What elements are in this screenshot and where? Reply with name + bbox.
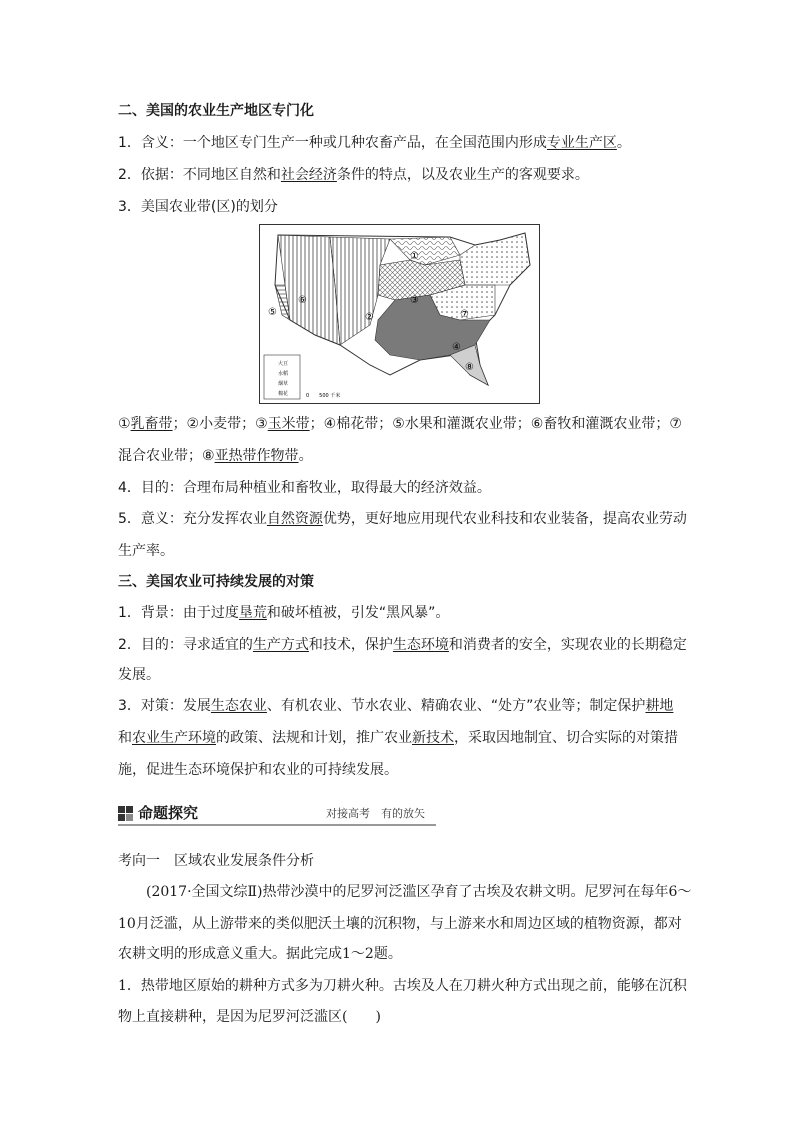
question-1-line-1: 1．热带地区原始的耕种方式多为刀耕火种。古埃及人在刀耕火种方式出现之前，能够在沉积 (118, 978, 687, 994)
map-label-4: ④ (452, 342, 461, 353)
item-purpose: 4．目的：合理布局种植业和畜牧业，取得最大的经济效益。 (118, 480, 491, 496)
item-measures-3: 施，促进生态环境保护和农业的可持续发展。 (118, 762, 398, 778)
map-label-1: ① (410, 251, 419, 262)
us-agriculture-belt-map (259, 224, 540, 404)
legend-tobacco: 烟草 (278, 381, 289, 387)
item-definition: 1．含义：一个地区专门生产一种或几种农畜产品，在全国范围内形成专业生产区。 (118, 135, 631, 151)
legend-soybean: 大豆 (278, 361, 289, 367)
item-significance-cont: 生产率。 (118, 543, 174, 559)
explore-header-bar (118, 804, 436, 826)
section-title-2: 二、美国的农业生产地区专门化 (118, 103, 314, 119)
map-scale: 0 500 千米 (306, 393, 341, 399)
map-label-8: ⑧ (465, 362, 474, 373)
map-label-3: ③ (410, 295, 419, 306)
legend-rice: 水稻 (278, 371, 289, 377)
legend-cotton: 棉花 (278, 391, 289, 397)
item-division: 3．美国农业带(区)的划分 (118, 199, 278, 215)
map-svg (260, 225, 539, 403)
map-label-5: ⑤ (268, 307, 277, 318)
map-label-6: ⑥ (298, 295, 307, 306)
map-label-7: ⑦ (460, 309, 469, 320)
map-label-2: ② (365, 312, 374, 323)
item-background: 1．背景：由于过度垦荒和破坏植被，引发“黑风暴”。 (118, 605, 450, 621)
question-1-line-2: 物上直接耕种，是因为尼罗河泛滥区( ) (118, 1009, 381, 1025)
direction-title: 考向一 区域农业发展条件分析 (118, 853, 314, 869)
item-basis: 2．依据：不同地区自然和社会经济条件的特点，以及农业生产的客观要求。 (118, 167, 589, 183)
passage-line-1: (2017·全国文综Ⅱ)热带沙漠中的尼罗河泛滥区孕育了古埃及农耕文明。尼罗河在每年6～ (146, 884, 692, 900)
belts-line-1: ①乳畜带；②小麦带；③玉米带；④棉花带；⑤水果和灌溉农业带；⑥畜牧和灌溉农业带；⑦ (118, 416, 682, 432)
item-goal-cont: 发展。 (118, 667, 160, 683)
item-goal: 2．目的：寻求适宜的生产方式和技术，保护生态环境和消费者的安全，实现农业的长期稳定 (118, 637, 687, 653)
passage-line-3: 农耕文明的形成意义重大。据此完成1～2题。 (118, 946, 402, 962)
explore-title: 命题探究 (138, 804, 199, 822)
section-title-3: 三、美国农业可持续发展的对策 (118, 574, 314, 590)
belts-line-2: 混合农业带；⑧亚热带作物带。 (118, 448, 313, 464)
explore-tagline: 对接高考 有的放矢 (326, 807, 425, 820)
passage-line-2: 10月泛滥，从上游带来的类似肥沃土壤的沉积物，与上游来水和周边区域的植物资源，都对 (118, 916, 682, 932)
item-measures-2: 和农业生产环境的政策、法规和计划，推广农业新技术，采取因地制宜、切合实际的对策措 (118, 730, 678, 746)
item-significance: 5．意义：充分发挥农业自然资源优势，更好地应用现代农业科技和农业装备，提高农业劳动 (118, 511, 687, 527)
item-measures: 3．对策：发展生态农业、有机农业、节水农业、精确农业、“处方”农业等；制定保护耕地 (118, 698, 674, 714)
